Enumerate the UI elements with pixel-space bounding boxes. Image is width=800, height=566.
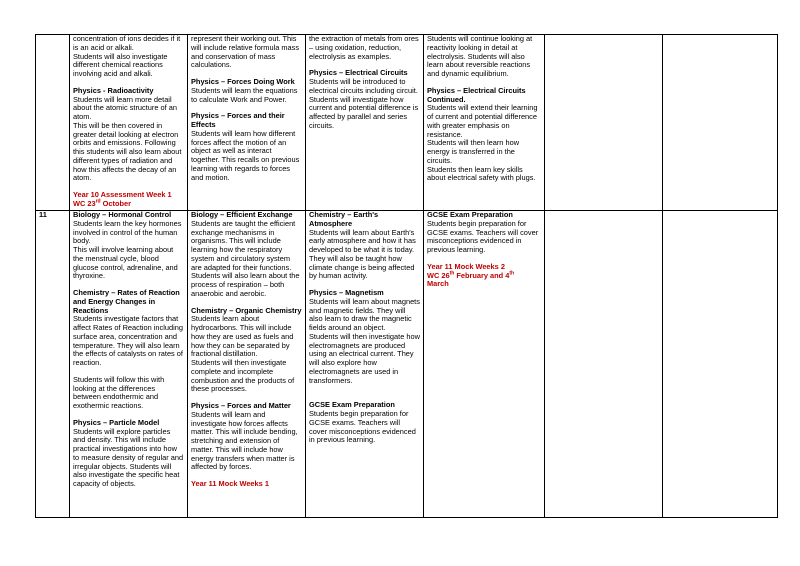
term1-cell [70,35,188,211]
radioactivity-text: Students will learn more detail about the atomic structure of an atom. [73,94,177,121]
mock-month: March [427,279,449,289]
year-cell-empty [36,35,70,211]
term3-cell [306,211,424,518]
electrical-circuits-continued-text: Students will extend their learning of current and potential difference with greater emphasis on resistance. [427,103,538,139]
term2-cell [188,211,306,518]
term1-cell [70,211,188,518]
gcse-prep-text: Students begin preparation for GCSE exams. Teachers will cover misconceptions evidenced in previous learning. [309,409,416,445]
gcse-prep-heading: GCSE Exam Preparation [427,210,513,219]
mock-dates: WC 26th February and 4th [427,270,515,280]
term3-cell [306,35,424,211]
hormonal-control-heading: Biology – Hormonal Control [73,210,172,219]
electrical-circuits-heading: Physics – Electrical Circuits [309,68,408,78]
mock-label: Year 11 Mock Weeks 1 [191,479,269,488]
forces-effects-heading: Physics – Forces and their Effects [191,111,285,129]
radioactivity-text: This will be then covered in greater detail looking at electron orbits and emissions. Following this students will also learn about different types of radiation and how this affects the decay of an atom. [73,120,182,183]
term6-cell-empty [663,35,778,211]
table-row-continued [36,35,778,211]
curriculum-table [35,34,778,518]
term2-cell [188,35,306,211]
efficient-exchange-heading: Biology – Efficient Exchange [191,210,293,219]
hormonal-control-text: This will involve learning about the menstrual cycle, blood glucose control, adrenaline, and thyroxine. [73,245,178,281]
forces-effects-text: Students will learn how different forces affect the motion of an object as well as interact together. This recalls on previous learning with regards to forces and motion. [191,128,300,182]
electrical-circuits-text: Students will investigate how current and potential difference is affected by parallel and series circuits. [309,94,419,130]
term5-cell-empty [545,211,663,518]
assessment-date: WC 23rd October [73,198,131,208]
electrical-circuits-continued-text: Students then learn key skills about electrical safety with plugs. [427,164,536,183]
magnetism-text: Students will then investigate how electromagnets are produced using an electrical current. They will also explore how electromagnets are used in transformers. [309,331,420,385]
term1-text: Students will also investigate different chemical reactions involving acid and alkali. [73,51,168,78]
magnetism-heading: Physics – Magnetism [309,288,384,297]
gcse-prep-heading: GCSE Exam Preparation [309,400,395,410]
forces-matter-text: Students will learn and investigate how forces affects matter. This will include bending, stretching and extension of matter. This will include how energy transfers when matter is affected by forces. [191,409,298,472]
rates-of-reaction-text: Students will follow this with looking at the differences between endothermic and exothermic reactions. [73,374,165,410]
radioactivity-heading: Physics - Radioactivity [73,85,154,95]
magnetism-text: Students will learn about magnets and magnetic fields. They will also learn to draw the magnetic fields around an object. [309,296,420,332]
electrical-circuits-continued-heading: Physics – Electrical Circuits Continued. [427,85,526,104]
particle-model-text: Students will explore particles and density. This will include practical investigations into how to measure density of regular and irregular objects. Students will also investigate the specific heat capacity of objects. [73,426,184,488]
electrical-circuits-text: Students will be introduced to electrical circuits including circuit. [309,77,418,95]
rates-of-reaction-heading: Chemistry – Rates of Reaction and Energy Changes in Reactions [73,288,180,315]
term2-text: represent their working out. This will include relative formula mass and conservation of mass calculations. [191,34,300,70]
term3-text: the extraction of metals from ores – using oxidation, reduction, electrolysis as examples. [309,34,419,61]
year-number: 11 [36,211,70,518]
term1-text: concentration of ions decides if it is an acid or alkali. [73,34,181,52]
forces-work-text: Students will learn the equations to calculate Work and Power. [191,85,298,104]
particle-model-heading: Physics – Particle Model [73,417,160,427]
rates-of-reaction-text: Students investigate factors that affect Rates of Reaction including surface area, concentration and temperature. They will also learn the effects of catalysts on rates of reaction. [73,314,183,367]
term4-cell [424,35,545,211]
term4-text: Students will continue looking at reactivity looking in detail at electrolysis. Students will also learn about reversible reactions and dynamic equilibrium. [427,34,533,78]
earth-atmosphere-heading: Chemistry – Earth's Atmosphere [309,210,379,228]
organic-chemistry-text: Students learn about hydrocarbons. This will include how they are used as fuels and how they can be separated by fractional distillation. [191,314,294,359]
efficient-exchange-text: Students are taught the efficient exchange mechanisms in organisms. This will include learning how the respiratory system and circulatory system are adapted for their functions. [191,218,296,272]
term5-cell-empty [545,35,663,211]
efficient-exchange-text: Students will also learn about the process of respiration – both anaerobic and aerobic. [191,271,300,298]
table-row-year-11 [36,211,778,518]
assessment-label: Year 10 Assessment Week 1 [73,190,172,199]
organic-chemistry-text: Students will then investigate complete and incomplete combustion and the products of these processes. [191,358,295,394]
electrical-circuits-continued-text: Students will then learn how energy is transferred in the circuits. [427,138,520,165]
forces-matter-heading: Physics – Forces and Matter [191,401,291,410]
hormonal-control-text: Students learn the key hormones involved in control of the human body. [73,218,182,246]
gcse-prep-text: Students begin preparation for GCSE exams. Teachers will cover misconceptions evidenced in previous learning. [427,218,539,254]
forces-work-heading: Physics – Forces Doing Work [191,77,295,86]
term4-cell [424,211,545,518]
mock-label: Year 11 Mock Weeks 2 [427,261,505,271]
earth-atmosphere-text: Students will learn about Earth's early atmosphere and how it has developed to be what it is today. They will also be taught how climate change is being affected by human activity. [309,227,416,281]
term6-cell-empty [663,211,778,518]
organic-chemistry-heading: Chemistry – Organic Chemistry [191,305,302,315]
